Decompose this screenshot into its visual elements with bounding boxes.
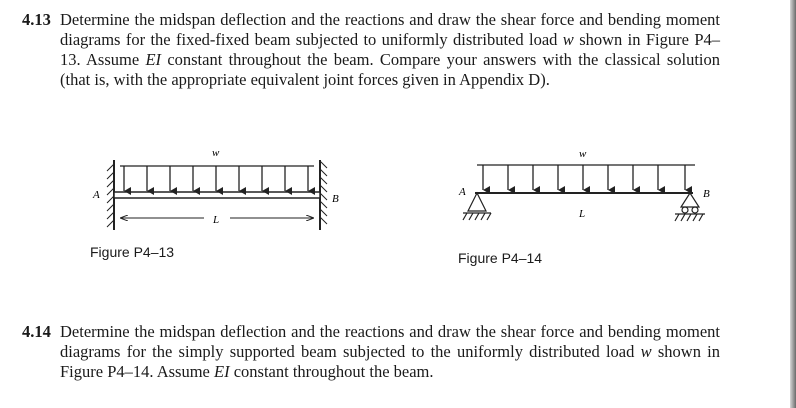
figure-p4-14 bbox=[455, 145, 725, 245]
page-edge-shadow bbox=[790, 0, 796, 408]
label-a: A bbox=[93, 189, 100, 201]
problem-4-14 bbox=[22, 322, 720, 382]
span-label: L bbox=[213, 214, 220, 226]
distributed-load bbox=[477, 165, 695, 190]
problem-text: Determine the midspan deflection and the reactions and draw the shear force and bending moment diagrams for the fixed-fixed beam subjected to uniformly distributed load w shown in Figure P4–13. Assume EI constant throughout the beam. Compare your answers with the classical solution (that is, with the appropriate equivalent joint forces given in Appendix D). bbox=[60, 10, 720, 89]
figure-p4-13 bbox=[80, 140, 360, 240]
problem-number: 4.13 bbox=[22, 10, 51, 29]
beam bbox=[114, 192, 320, 198]
problem-number: 4.14 bbox=[22, 322, 51, 341]
span-label: L bbox=[579, 208, 586, 220]
load-label: w bbox=[579, 148, 587, 160]
left-fixed-support bbox=[107, 160, 114, 230]
roller-support bbox=[675, 193, 705, 221]
figure-caption: Figure P4–13 bbox=[90, 244, 175, 260]
figure-caption: Figure P4–14 bbox=[458, 250, 543, 266]
problem-4-13 bbox=[22, 10, 720, 90]
label-b: B bbox=[703, 188, 710, 200]
right-fixed-support bbox=[320, 160, 327, 230]
distributed-load bbox=[120, 166, 314, 191]
load-label: w bbox=[212, 147, 220, 159]
label-b: B bbox=[332, 193, 339, 205]
label-a: A bbox=[459, 186, 466, 198]
problem-text: Determine the midspan deflection and the reactions and draw the shear force and bending moment diagrams for the simply supported beam subjected to the uniformly distributed load w shown in Figure P4–14. Assume EI constant throughout the beam. bbox=[60, 322, 720, 381]
pin-support bbox=[463, 193, 491, 220]
